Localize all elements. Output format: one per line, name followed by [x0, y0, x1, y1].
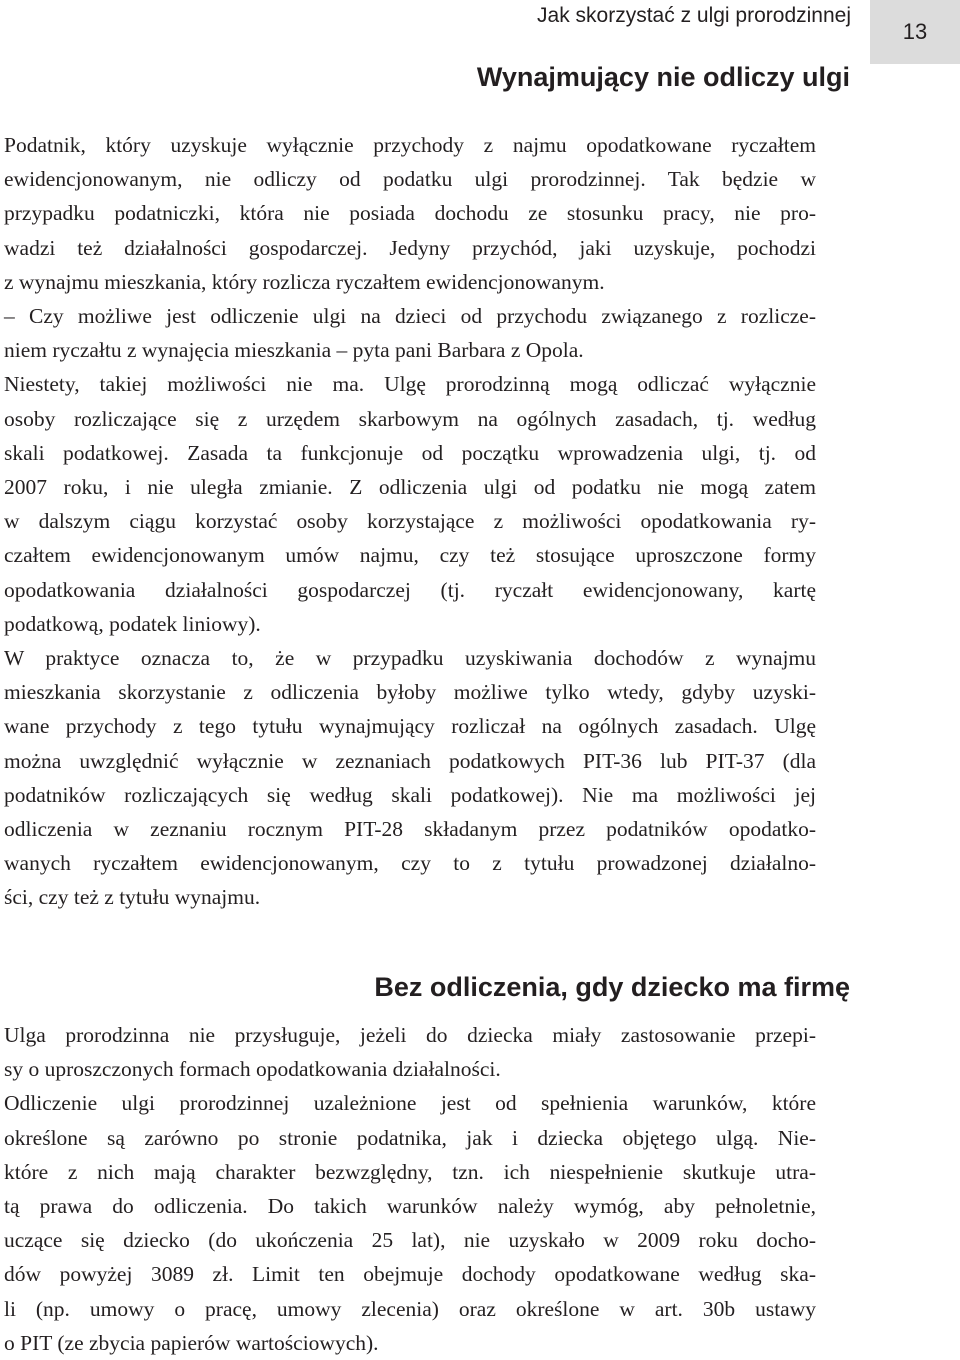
text-line: czałtem ewidencjonowanym umów najmu, czy też stosujące uproszczone formy: [4, 543, 816, 568]
text-line: Ulga prorodzinna nie przysługuje, jeżeli do dziecka miały zastosowanie przepi-: [4, 1023, 816, 1047]
running-head-title: Jak skorzystać z ulgi prorodzinnej: [537, 4, 851, 27]
text-line: o PIT (ze zbycia papierów wartościowych).: [4, 1330, 379, 1355]
text-line: wadzi też działalności gospodarczej. Jedyny przychód, jaki uzyskuje, pochodzi: [4, 235, 816, 260]
text-line: z wynajmu mieszkania, który rozlicza ryczałtem ewidencjonowanym.: [4, 269, 605, 294]
text-line: skali podatkowej. Zasada ta funkcjonuje od początku wprowadzenia ulgi, tj. od: [4, 440, 816, 465]
text-line: ści, czy też z tytułu wynajmu.: [4, 885, 261, 910]
text-line: 2007 roku, i nie uległa zmianie. Z odliczenia ulgi od podatku nie mogą zatem: [4, 475, 816, 500]
text-line: Podatnik, który uzyskuje wyłącznie przychody z najmu opodatkowane ryczałtem: [4, 133, 816, 157]
section-body-wynajmujacy: [4, 128, 816, 915]
text-line: podatników rozliczających się według skali podatkowej). Nie ma możliwości jej: [4, 782, 816, 807]
text-line: opodatkowania działalności gospodarczej (tj. ryczałt ewidencjonowany, kartę: [4, 577, 816, 602]
text-line: ewidencjonowanym, nie odliczy od podatku ulgi prorodzinnej. Tak będzie w: [4, 167, 816, 192]
text-line: uczące się dziecko (do ukończenia 25 lat), nie uzyskało w 2009 roku docho-: [4, 1228, 816, 1253]
text-line: można uwzględnić wyłącznie w zeznaniach podatkowych PIT-36 lub PIT-37 (dla: [4, 748, 816, 773]
text-line: które z nich mają charakter bezwzględny, tzn. ich niespełnienie skutkuje utra-: [4, 1159, 816, 1184]
section-heading-wynajmujacy: Wynajmujący nie odliczy ulgi: [476, 62, 850, 92]
page-number-badge: 13: [870, 0, 960, 64]
section-body-bez-odliczenia: [4, 1018, 816, 1360]
text-line: odliczenia w zeznaniu rocznym PIT-28 składanym przez podatników opodatko-: [4, 817, 816, 842]
text-line: niem ryczałtu z wynajęcia mieszkania – pyta pani Barbara z Opola.: [4, 338, 584, 363]
text-line: mieszkania skorzystanie z odliczenia byłoby możliwe tylko wtedy, gdyby uzyski-: [4, 680, 816, 705]
text-line: określone są zarówno po stronie podatnika, jak i dziecka objętego ulgą. Nie-: [4, 1125, 816, 1150]
text-line: wane przychody z tego tytułu wynajmujący rozliczał na ogólnych zasadach. Ulgę: [4, 714, 816, 739]
section-heading-bez-odliczenia: Bez odliczenia, gdy dziecko ma firmę: [374, 972, 850, 1002]
text-line: W praktyce oznacza to, że w przypadku uzyskiwania dochodów z wynajmu: [4, 646, 816, 671]
text-line: sy o uproszczonych formach opodatkowania działalności.: [4, 1057, 501, 1082]
text-line: dów powyżej 3089 zł. Limit ten obejmuje dochody opodatkowane według ska-: [4, 1262, 816, 1287]
text-line: wanych ryczałtem ewidencjonowanym, czy to z tytułu prowadzonej działalno-: [4, 851, 816, 876]
text-line: przypadku podatniczki, która nie posiada dochodu ze stosunku pracy, nie pro-: [4, 201, 816, 226]
text-line: li (np. umowy o pracę, umowy zlecenia) oraz określone w art. 30b ustawy: [4, 1296, 816, 1321]
text-line: tą prawa do odliczenia. Do takich warunków należy wymóg, aby pełnoletnie,: [4, 1194, 816, 1219]
text-line: Odliczenie ulgi prorodzinnej uzależnione jest od spełnienia warunków, które: [4, 1091, 816, 1116]
text-line: podatkową, podatek liniowy).: [4, 611, 261, 636]
text-line: – Czy możliwe jest odliczenie ulgi na dzieci od przychodu związanego z rozlicze-: [4, 304, 816, 329]
text-line: w dalszym ciągu korzystać osoby korzystające z możliwości opodatkowania ry-: [4, 509, 816, 534]
text-line: osoby rozliczające się z urzędem skarbowym na ogólnych zasadach, tj. według: [4, 406, 816, 431]
text-line: Niestety, takiej możliwości nie ma. Ulgę prorodzinną mogą odliczać wyłącznie: [4, 372, 816, 397]
